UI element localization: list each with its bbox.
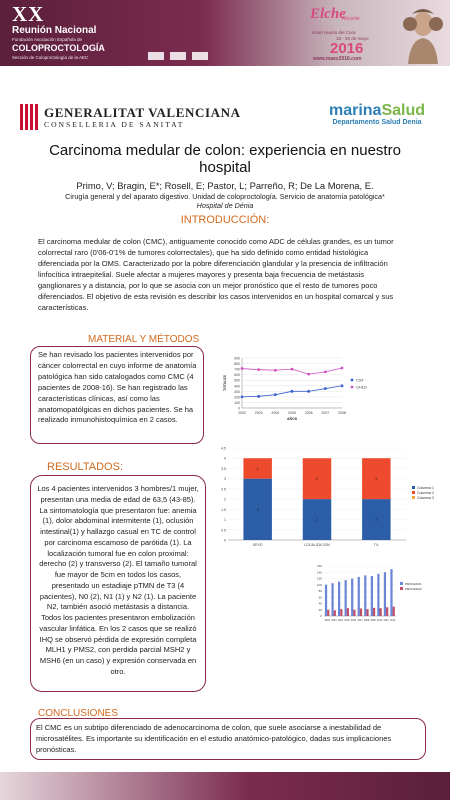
generalitat-name: GENERALITAT VALENCIANA <box>44 105 241 120</box>
intro-text: El carcinoma medular de colon (CMC), antiguamente conocido como ADC de células grandes, es un tumor colorrectal raro (0'06-0'1% de tumores colorrectales), que ha sido definido como entidad histológica diferenciada por la OMS. Caracterizado por la pobre diferenciación glandular y la presencia de infiltración linfocítica intraepitelial. Suele afectar a mujeres mayores y presenta baja frecuencia de metástasis ganglionares y a distancia, por lo que se asocia con un mejor pronóstico que el resto de tumores poco diferenciados. El objetivo de esta revisión es describir los casos intervenidos en un hospital comarcal y sus características. <box>38 237 394 312</box>
chart3-ytick: 60 <box>318 595 322 600</box>
marina-word: marina <box>328 102 382 119</box>
chart3-bar <box>353 610 355 616</box>
chart1-point <box>307 390 310 393</box>
chart3-bar <box>338 582 340 616</box>
chart3-ytick: 20 <box>318 607 322 612</box>
chart2-legend-label: Columna 2 <box>417 490 434 495</box>
chart2-legend-swatch <box>412 486 415 489</box>
chart3-legend-label: PROCESO1 <box>405 581 422 586</box>
chart2-ytick: 0.5 <box>221 528 226 533</box>
chart3-bar <box>340 609 342 616</box>
authors: Primo, V; Bragin, E*; Rosell, E; Pastor, L; Parreño, R; De La Morena, E. <box>76 180 374 191</box>
chart3-bar <box>360 609 362 617</box>
chart2-ytick: 2 <box>224 497 226 502</box>
chart3-xtick: 2009 <box>370 619 376 622</box>
chart1-point <box>341 367 344 370</box>
chart1-point <box>241 395 244 398</box>
conselleria-name: CONSELLERIA DE SANITAT <box>44 120 185 129</box>
chart1-point <box>257 368 260 371</box>
event-year: 2016 <box>330 40 364 57</box>
chart3-xtick: 2010 <box>376 619 383 622</box>
dama-bust-image <box>400 2 446 64</box>
congress-banner <box>0 0 450 66</box>
chart1-ytick: 100 <box>234 400 240 405</box>
chart3-xtick: 2003 <box>331 619 337 622</box>
marinasalud-logo <box>318 102 436 126</box>
chart3-ytick: 120 <box>316 576 322 581</box>
chart3-legend-label: PROCESO2 <box>405 586 422 591</box>
event-dates: 18 - 20 de mayo <box>336 36 369 41</box>
chart2-data-label: 3 <box>256 507 259 512</box>
chart3-ytick: 160 <box>316 564 322 569</box>
affiliation: Cirugía general y del aparato digestivo. Unidad de coloproctología. Servicio de anatomía patológica* <box>65 192 385 201</box>
chart3-bar <box>371 576 373 616</box>
chart3-xtick: 2002 <box>324 619 330 622</box>
chart3-xtick: 2008 <box>363 619 370 622</box>
chart1-xtick: 2008 <box>338 411 346 415</box>
chart3-bar <box>380 608 382 616</box>
chart3-ytick: 100 <box>316 582 322 587</box>
chart3-bar <box>364 575 366 616</box>
chart3-bar <box>358 577 360 616</box>
chart3-bar <box>373 608 375 616</box>
chart3-ytick: 140 <box>316 570 322 575</box>
chart1-xtick: 2002 <box>238 411 246 415</box>
chart2-xtick: LOCALIZACION <box>304 543 330 547</box>
chart1-xtick: 2005 <box>288 411 296 415</box>
chart1-point <box>274 369 277 372</box>
chart1-point <box>324 370 327 373</box>
chart1-legend-label: CHLD <box>356 384 367 390</box>
chart3-ytick: 80 <box>318 589 322 594</box>
chart3-bar <box>393 607 395 616</box>
conclusions-text: El CMC es un subtipo diferenciado de adenocarcinoma de colon, que suele asociarse a inestabilidad de microsatélites. Es importante su identificación en el estudio anatómico-patológico, dadas sus implicaciones pronósticas. <box>36 723 392 754</box>
chart3-xtick: 2007 <box>357 619 363 622</box>
chart2-xtick: T/L <box>373 543 379 547</box>
chart2-ytick: 3 <box>224 477 226 482</box>
sponsor-logos <box>148 52 208 60</box>
chart1-point <box>291 368 294 371</box>
stacked-bar-chart <box>214 444 446 556</box>
chart3-bar <box>345 580 347 616</box>
chart1-point <box>291 390 294 393</box>
chart3-bar <box>390 569 392 616</box>
chart1-point <box>257 395 260 398</box>
chart3-xtick: 2006 <box>350 619 357 622</box>
conclusions-heading: CONCLUSIONES <box>38 708 119 719</box>
chart2-ytick: 3.5 <box>221 466 226 471</box>
process-bar-chart <box>312 562 434 628</box>
chart2-ytick: 4 <box>224 456 226 461</box>
event-website: www.maec2016.com <box>313 56 362 62</box>
host-city: Elche <box>310 6 346 22</box>
chart2-legend-swatch <box>412 496 415 499</box>
section-name: Sección de Coloproctología de la AEC <box>12 55 89 60</box>
chart3-ytick: 40 <box>318 601 322 606</box>
chart1-ytick: 200 <box>234 395 240 400</box>
chart3-bar <box>347 608 349 616</box>
intro-heading: INTRODUCCIÓN: <box>180 214 270 226</box>
chart3-bar <box>325 585 327 616</box>
chart1-point <box>241 367 244 370</box>
chart3-xtick: 2012 <box>390 619 396 622</box>
chart1-ytick: 500 <box>234 378 240 383</box>
chart2-legend-swatch <box>412 491 415 494</box>
chart2-ytick: 1.5 <box>221 507 226 512</box>
chart2-legend-label: Columna 1 <box>417 485 434 490</box>
yearly-line-chart <box>220 352 380 424</box>
chart1-xtick: 2004 <box>271 411 280 415</box>
chart1-legend-marker <box>351 379 354 382</box>
chart3-bar <box>327 610 329 616</box>
chart3-xtick: 2011 <box>383 619 389 622</box>
chart2-data-label: 2 <box>316 518 318 523</box>
chart1-ytick: 900 <box>234 356 240 361</box>
chart1-xlabel: AÑOS <box>286 417 298 421</box>
chart1-ytick: 400 <box>234 384 240 389</box>
foundation-name: Fundación Asociación Española de <box>12 37 83 42</box>
hospital-name: Hospital de Dénia <box>196 201 254 210</box>
chart1-point <box>341 384 344 387</box>
chart2-ytick: 4.5 <box>221 446 226 451</box>
chart3-bar <box>334 610 336 616</box>
methods-text: Se han revisado los pacientes intervenidos por cáncer colorrectal en cuyo informe de anatomía patológica han sido catalogados como CMC (4 pacientes de 2008-16). Se han registrado las características clínicas, así como las anatomopatólgicas en dichos pacientes. Se ha realizado inmunohistoquímica en 2 casos. <box>38 350 197 425</box>
footer-band <box>0 772 450 800</box>
chart1-ytick: 0 <box>238 406 240 411</box>
chart2-ytick: 2.5 <box>221 487 226 492</box>
generalitat-emblem-icon <box>20 104 38 130</box>
chart1-legend-label: CST <box>356 377 364 383</box>
chart3-xtick: 2004 <box>337 619 344 622</box>
chart1-point <box>324 387 327 390</box>
chart1-point <box>274 393 277 396</box>
chart3-bar <box>351 579 353 617</box>
meeting-name: Reunión Nacional <box>12 25 97 36</box>
chart2-data-label: 2 <box>375 518 378 523</box>
edition-number: XX <box>12 2 45 26</box>
chart1-legend-marker <box>351 386 354 389</box>
chart3-bar <box>384 572 386 616</box>
chart2-data-label: 2 <box>316 477 318 482</box>
chart1-xtick: 2007 <box>321 411 330 415</box>
chart3-bar <box>386 607 388 616</box>
chart3-bar <box>377 574 379 616</box>
salud-word: Salud <box>381 102 426 119</box>
chart1-ylabel: TOTALES <box>223 374 227 392</box>
chart1-xtick: 2003 <box>254 411 263 415</box>
venue: Hotel Huerto del Cura <box>312 30 356 35</box>
society-name: COLOPROCTOLOGÍA <box>12 43 105 53</box>
chart2-legend-label: Columna 3 <box>417 495 434 500</box>
chart1-ytick: 700 <box>234 367 240 372</box>
chart2-data-label: 2 <box>375 477 378 482</box>
results-text: Los 4 pacientes intervenidos 3 hombres/1 mujer, presentan una media de edad de 63,5 (43-85). La sintomatología que presentaron fue: anemia (1), dolor abdominal intermitente (1), oclusión intestinal(1) y hallazgo casual en TC de control por carcinoma escamoso de parótida (1). La localización tumoral fue en colon proximal: derecho (2) y transverso (2). El tamaño tumoral fue mayor de 5cm en todos los casos, presentado un estadiaje pTMN de T3 (4 pacientes), N0 (2), N1 (1) y N2 (1). La paciente N2, también asoció metástasis a distancia. Todos los pacientes presentaron embolización vascular linfática. En los 2 casos que se realizó IHQ se observó pérdida de expresión completa MLH1 y PMS2, con perdida parcial MSH2 y MSH6 (en un caso) y expresión conservada en otro. <box>37 484 199 676</box>
chart2-ytick: 0 <box>224 538 226 543</box>
department-name: Departamento Salud Denia <box>332 119 422 126</box>
chart2-data-label: 1 <box>256 466 259 471</box>
chart3-legend-swatch <box>400 587 403 590</box>
chart3-legend-swatch <box>400 582 403 585</box>
chart3-bar <box>331 583 333 616</box>
chart3-bar <box>366 609 368 616</box>
chart1-ytick: 300 <box>234 389 240 394</box>
chart1-ytick: 800 <box>234 362 240 367</box>
results-heading: RESULTADOS: <box>47 461 123 473</box>
chart2-xtick: SEXO <box>252 543 263 547</box>
chart1-xtick: 2006 <box>304 411 313 415</box>
chart1-ytick: 600 <box>234 373 240 378</box>
chart2-ytick: 1 <box>224 518 226 523</box>
chart1-point <box>307 373 310 376</box>
chart3-xtick: 2005 <box>344 619 350 622</box>
chart3-ytick: 0 <box>320 614 322 619</box>
methods-heading: MATERIAL Y MÉTODOS <box>88 334 200 345</box>
host-region: Alicante <box>342 16 360 22</box>
poster-title: Carcinoma medular de colon: experiencia en nuestro hospital <box>49 142 401 176</box>
